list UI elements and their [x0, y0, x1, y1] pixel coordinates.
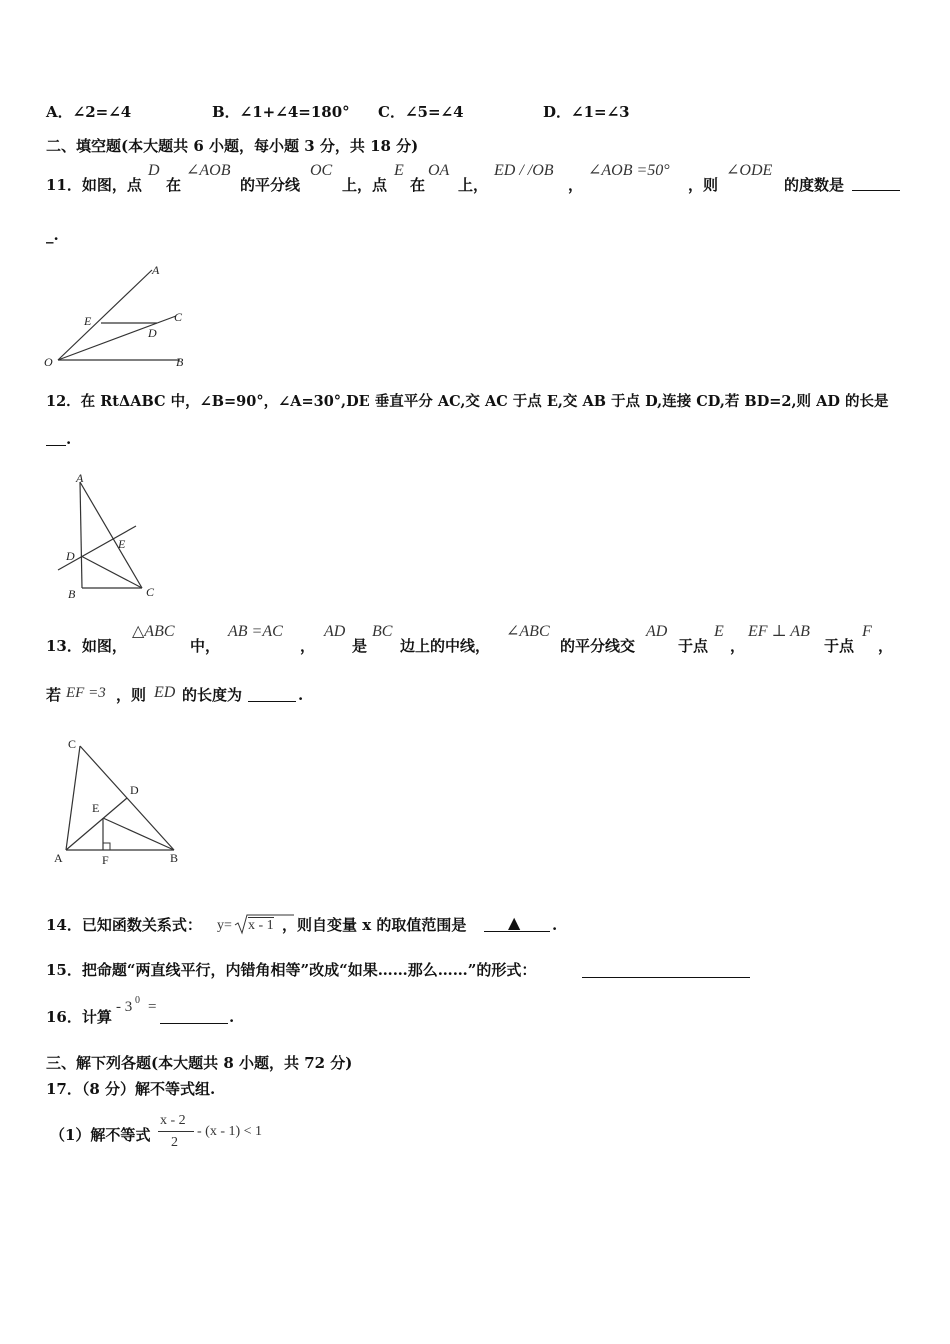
- q16-expr-base: - 3: [116, 999, 133, 1015]
- q13-text: 的平分线交: [560, 637, 636, 655]
- q11-figure: [40, 258, 200, 374]
- q12-text: 12．在 RtΔABC 中，∠B=90°，∠A=30°,DE 垂直平分 AC,交 AC 于点 E,交 AB 于点 D,连接 CD,若 BD=2,则 AD 的长是: [46, 393, 889, 410]
- q12-label-b: B: [68, 587, 76, 601]
- q12-answer-blank[interactable]: [46, 445, 66, 446]
- q13-text: ，则: [116, 686, 147, 704]
- q13-label-b: B: [170, 851, 179, 865]
- q13-text: ，: [300, 637, 316, 655]
- option-a: A．∠2=∠4: [46, 103, 132, 121]
- q11-text: ，: [568, 176, 584, 194]
- q11-text: 上，: [458, 176, 489, 194]
- q13-equal-sides: AB =AC: [228, 623, 283, 640]
- q13-perpendicular: EF ⊥ AB: [748, 623, 810, 640]
- q13-period: .: [298, 686, 304, 704]
- q13-answer-blank[interactable]: [248, 701, 296, 702]
- q16-answer-blank[interactable]: [160, 1023, 228, 1024]
- q17-text: 17．（8 分）解不等式组.: [46, 1080, 216, 1098]
- q17-frac-denominator: 2: [171, 1135, 178, 1150]
- q13-label-e: E: [92, 801, 100, 815]
- q11-angle-aob: ∠AOB: [186, 162, 231, 179]
- q11-label-o: O: [44, 355, 53, 369]
- q17-part1: （1）解不等式: [50, 1126, 151, 1144]
- q13-number: 13．如图，: [46, 637, 127, 655]
- q12-period: .: [66, 430, 72, 448]
- q11-parallel: ED / /OB: [494, 162, 554, 179]
- q11-text-tail: _.: [46, 226, 59, 244]
- q11-text: ，则: [688, 176, 719, 194]
- q11-label-d: D: [148, 326, 157, 340]
- q13-segment-ed: ED: [154, 684, 176, 701]
- option-c: C．∠5=∠4: [378, 103, 464, 121]
- q11-number: 11．如图，点: [46, 176, 142, 194]
- q13-text: 若: [46, 686, 62, 704]
- q14-marker: ▲: [508, 913, 521, 932]
- q11-ray-oc: OC: [310, 162, 333, 179]
- q16-period: .: [229, 1008, 235, 1026]
- q11-label-c: C: [174, 310, 183, 324]
- q11-text: 在: [166, 176, 182, 194]
- q11-text: 在: [410, 176, 426, 194]
- q13-text: ，: [730, 637, 746, 655]
- q16-text: 16．计算: [46, 1008, 112, 1026]
- q13-ef-value: EF =3: [66, 685, 106, 701]
- q13-text: 是: [352, 637, 368, 655]
- option-b: B．∠1+∠4=180°: [212, 103, 350, 121]
- q11-angle-ode: ∠ODE: [726, 162, 773, 179]
- q14-formula-radicand: x - 1: [248, 918, 274, 933]
- q14-formula-prefix: y=: [217, 918, 232, 933]
- q13-segment-ad: AD: [324, 623, 346, 640]
- q13-label-f: F: [102, 853, 109, 867]
- q13-label-a: A: [54, 851, 63, 865]
- q11-label-e: E: [84, 314, 92, 328]
- q13-point-f: F: [862, 623, 872, 640]
- q13-text: 于点: [824, 637, 855, 655]
- q13-text: 于点: [678, 637, 709, 655]
- q13-text: 中，: [190, 637, 221, 655]
- q11-ray-oa: OA: [428, 162, 450, 179]
- q13-segment-ad2: AD: [646, 623, 668, 640]
- q11-label-b: B: [176, 355, 184, 369]
- q13-point-e: E: [714, 623, 724, 640]
- q13-label-c: C: [68, 737, 77, 751]
- q11-text: 的平分线: [240, 176, 301, 194]
- q14-period: .: [552, 916, 558, 934]
- q11-answer-blank[interactable]: [852, 190, 900, 191]
- q12-label-c: C: [146, 585, 155, 599]
- q13-side-bc: BC: [372, 623, 393, 640]
- q13-text: 边上的中线，: [400, 637, 491, 655]
- q11-text: 上，点: [342, 176, 388, 194]
- q12-label-d: D: [66, 549, 75, 563]
- q11-point-e: E: [394, 162, 404, 179]
- q14-text2: ，则自变量 x 的取值范围是: [282, 916, 467, 934]
- q13-angle-abc: ∠ABC: [506, 623, 550, 640]
- q16-expr-exponent: 0: [135, 995, 140, 1006]
- q14-sqrt-sign: [234, 913, 248, 935]
- q17-fraction-bar: [158, 1131, 194, 1132]
- q12-figure: [50, 468, 170, 606]
- q13-label-d: D: [130, 783, 139, 797]
- q11-text: 的度数是: [784, 176, 845, 194]
- option-d: D．∠1=∠3: [543, 103, 630, 121]
- q15-answer-blank[interactable]: [582, 977, 750, 978]
- section3-heading: 三、解下列各题(本大题共 8 小题，共 72 分): [46, 1054, 353, 1072]
- section2-heading: 二、填空题(本大题共 6 小题，每小题 3 分，共 18 分): [46, 137, 419, 155]
- q11-label-a: A: [152, 263, 160, 277]
- q17-expression-rest: - (x - 1) < 1: [197, 1124, 263, 1139]
- q14-text: 14．已知函数关系式：: [46, 916, 202, 934]
- q13-text: ，: [878, 637, 894, 655]
- q15-text: 15．把命题“两直线平行，内错角相等”改成“如果……那么……”的形式：: [46, 961, 537, 979]
- q13-figure: [50, 734, 190, 866]
- q17-frac-numerator: x - 2: [160, 1113, 186, 1128]
- q13-text: 的长度为: [182, 686, 243, 704]
- q12-label-a: A: [76, 471, 84, 485]
- q16-expr-equals: =: [148, 999, 157, 1015]
- q13-triangle: △ABC: [132, 623, 175, 640]
- q12-label-e: E: [118, 537, 126, 551]
- q11-angle-value: ∠AOB =50°: [588, 162, 670, 179]
- q11-point-d: D: [148, 162, 160, 179]
